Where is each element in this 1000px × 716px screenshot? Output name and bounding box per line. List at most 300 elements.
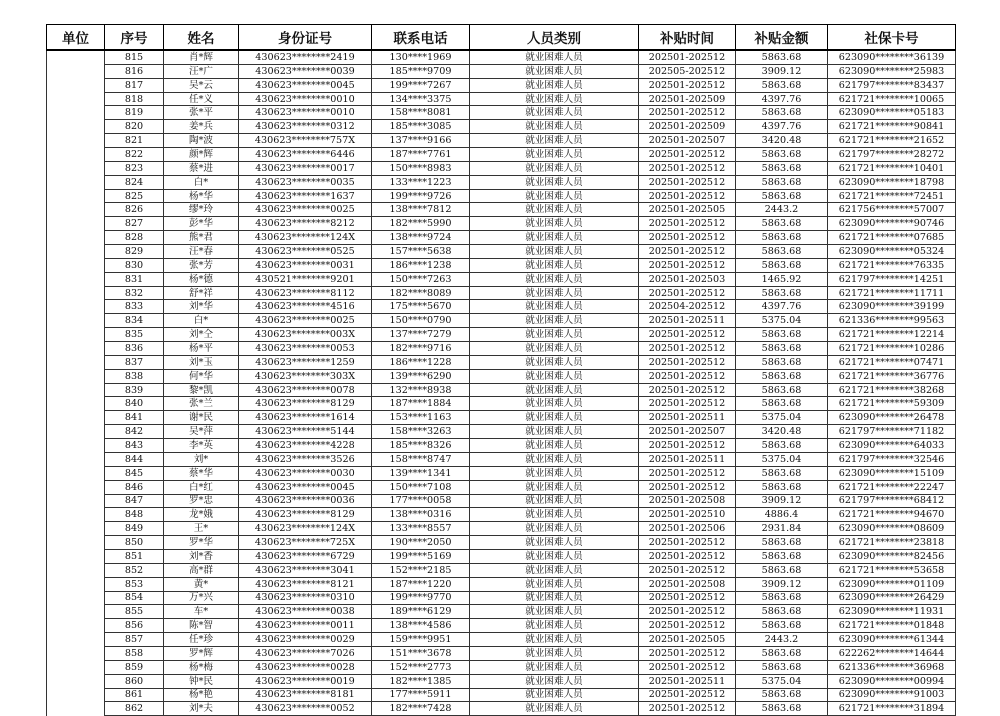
cell-name: 白* bbox=[164, 314, 239, 328]
cell-amount: 5863.68 bbox=[736, 660, 828, 674]
table-row bbox=[47, 577, 956, 591]
cell-seq: 860 bbox=[105, 674, 164, 688]
cell-type: 就业困难人员 bbox=[470, 425, 639, 439]
cell-type: 就业困难人员 bbox=[470, 522, 639, 536]
cell-phone: 132****8938 bbox=[372, 383, 470, 397]
cell-id: 430623********0010 bbox=[239, 106, 372, 120]
cell-phone: 186****1228 bbox=[372, 355, 470, 369]
cell-card: 621721********11711 bbox=[828, 286, 956, 300]
cell-phone: 137****7279 bbox=[372, 328, 470, 342]
cell-name: 王* bbox=[164, 522, 239, 536]
cell-time: 202501-202512 bbox=[639, 355, 736, 369]
cell-card: 621721********31894 bbox=[828, 702, 956, 716]
cell-amount: 3909.12 bbox=[736, 64, 828, 78]
cell-seq: 852 bbox=[105, 563, 164, 577]
cell-phone: 189****6129 bbox=[372, 605, 470, 619]
cell-name: 彭*华 bbox=[164, 217, 239, 231]
table-row bbox=[47, 50, 956, 64]
cell-unit bbox=[47, 231, 105, 245]
table-row bbox=[47, 563, 956, 577]
cell-name: 杨*梅 bbox=[164, 660, 239, 674]
cell-phone: 152****2773 bbox=[372, 660, 470, 674]
cell-id: 430623********725X bbox=[239, 536, 372, 550]
cell-name: 汪*春 bbox=[164, 245, 239, 259]
cell-unit bbox=[47, 272, 105, 286]
cell-card: 621336********99563 bbox=[828, 314, 956, 328]
table-row bbox=[47, 300, 956, 314]
cell-type: 就业困难人员 bbox=[470, 50, 639, 64]
cell-type: 就业困难人员 bbox=[470, 439, 639, 453]
cell-id: 430623********124X bbox=[239, 522, 372, 536]
cell-seq: 853 bbox=[105, 577, 164, 591]
cell-card: 621721********36776 bbox=[828, 369, 956, 383]
cell-time: 202501-202503 bbox=[639, 272, 736, 286]
cell-card: 623090********91003 bbox=[828, 688, 956, 702]
cell-unit bbox=[47, 314, 105, 328]
table-row bbox=[47, 425, 956, 439]
cell-phone: 150****0790 bbox=[372, 314, 470, 328]
cell-unit bbox=[47, 50, 105, 64]
cell-unit bbox=[47, 591, 105, 605]
cell-type: 就业困难人员 bbox=[470, 300, 639, 314]
cell-card: 623090********15109 bbox=[828, 466, 956, 480]
table-row bbox=[47, 175, 956, 189]
cell-amount: 5863.68 bbox=[736, 342, 828, 356]
cell-time: 202501-202512 bbox=[639, 245, 736, 259]
cell-id: 430623********6446 bbox=[239, 148, 372, 162]
cell-amount: 2931.84 bbox=[736, 522, 828, 536]
cell-time: 202501-202507 bbox=[639, 134, 736, 148]
cell-id: 430623********4516 bbox=[239, 300, 372, 314]
cell-seq: 839 bbox=[105, 383, 164, 397]
cell-seq: 858 bbox=[105, 646, 164, 660]
cell-seq: 828 bbox=[105, 231, 164, 245]
cell-name: 汪*广 bbox=[164, 64, 239, 78]
cell-amount: 5863.68 bbox=[736, 245, 828, 259]
cell-unit bbox=[47, 286, 105, 300]
table-row bbox=[47, 536, 956, 550]
table-row bbox=[47, 161, 956, 175]
cell-card: 621721********10065 bbox=[828, 92, 956, 106]
cell-id: 430623********0078 bbox=[239, 383, 372, 397]
cell-amount: 5863.68 bbox=[736, 231, 828, 245]
cell-name: 谢*民 bbox=[164, 411, 239, 425]
table-row bbox=[47, 480, 956, 494]
cell-amount: 3420.48 bbox=[736, 425, 828, 439]
cell-seq: 845 bbox=[105, 466, 164, 480]
cell-seq: 856 bbox=[105, 619, 164, 633]
cell-time: 202501-202512 bbox=[639, 702, 736, 716]
cell-time: 202501-202512 bbox=[639, 466, 736, 480]
cell-seq: 829 bbox=[105, 245, 164, 259]
cell-unit bbox=[47, 508, 105, 522]
cell-seq: 846 bbox=[105, 480, 164, 494]
table-row bbox=[47, 369, 956, 383]
cell-id: 430623********0052 bbox=[239, 702, 372, 716]
cell-card: 623090********61344 bbox=[828, 633, 956, 647]
cell-type: 就业困难人员 bbox=[470, 688, 639, 702]
table-row bbox=[47, 92, 956, 106]
cell-unit bbox=[47, 563, 105, 577]
cell-id: 430623********0011 bbox=[239, 619, 372, 633]
cell-unit bbox=[47, 494, 105, 508]
table-row bbox=[47, 452, 956, 466]
cell-seq: 850 bbox=[105, 536, 164, 550]
cell-time: 202501-202512 bbox=[639, 549, 736, 563]
cell-name: 吴*萍 bbox=[164, 425, 239, 439]
cell-unit bbox=[47, 411, 105, 425]
cell-type: 就业困难人员 bbox=[470, 203, 639, 217]
cell-phone: 185****8326 bbox=[372, 439, 470, 453]
cell-time: 202501-202512 bbox=[639, 189, 736, 203]
cell-type: 就业困难人员 bbox=[470, 508, 639, 522]
cell-id: 430623********0045 bbox=[239, 78, 372, 92]
cell-amount: 5863.68 bbox=[736, 702, 828, 716]
cell-id: 430623********3041 bbox=[239, 563, 372, 577]
cell-name: 李*英 bbox=[164, 439, 239, 453]
cell-amount: 3420.48 bbox=[736, 134, 828, 148]
cell-seq: 837 bbox=[105, 355, 164, 369]
cell-phone: 152****2185 bbox=[372, 563, 470, 577]
cell-card: 621756********57007 bbox=[828, 203, 956, 217]
cell-name: 罗*辉 bbox=[164, 646, 239, 660]
cell-id: 430623********3526 bbox=[239, 452, 372, 466]
cell-amount: 5863.68 bbox=[736, 106, 828, 120]
cell-type: 就业困难人员 bbox=[470, 189, 639, 203]
cell-unit bbox=[47, 646, 105, 660]
cell-phone: 137****9166 bbox=[372, 134, 470, 148]
cell-phone: 186****1238 bbox=[372, 258, 470, 272]
cell-amount: 5863.68 bbox=[736, 161, 828, 175]
cell-phone: 153****1163 bbox=[372, 411, 470, 425]
table-row bbox=[47, 314, 956, 328]
cell-time: 202501-202509 bbox=[639, 120, 736, 134]
cell-time: 202501-202511 bbox=[639, 314, 736, 328]
cell-phone: 185****3085 bbox=[372, 120, 470, 134]
cell-unit bbox=[47, 466, 105, 480]
cell-card: 623090********39199 bbox=[828, 300, 956, 314]
cell-phone: 199****9726 bbox=[372, 189, 470, 203]
cell-unit bbox=[47, 300, 105, 314]
table-row bbox=[47, 106, 956, 120]
cell-amount: 5863.68 bbox=[736, 328, 828, 342]
cell-name: 张*芳 bbox=[164, 258, 239, 272]
cell-name: 熊*君 bbox=[164, 231, 239, 245]
cell-time: 202501-202512 bbox=[639, 106, 736, 120]
cell-unit bbox=[47, 355, 105, 369]
cell-name: 黎*凯 bbox=[164, 383, 239, 397]
cell-seq: 835 bbox=[105, 328, 164, 342]
cell-id: 430623********0038 bbox=[239, 605, 372, 619]
cell-id: 430623********0045 bbox=[239, 480, 372, 494]
cell-amount: 5375.04 bbox=[736, 314, 828, 328]
cell-unit bbox=[47, 702, 105, 716]
cell-phone: 182****8089 bbox=[372, 286, 470, 300]
cell-card: 621721********12214 bbox=[828, 328, 956, 342]
cell-name: 任*义 bbox=[164, 92, 239, 106]
cell-id: 430623********8212 bbox=[239, 217, 372, 231]
cell-card: 621721********07685 bbox=[828, 231, 956, 245]
cell-unit bbox=[47, 480, 105, 494]
cell-time: 202501-202506 bbox=[639, 522, 736, 536]
cell-id: 430623********8121 bbox=[239, 577, 372, 591]
cell-type: 就业困难人员 bbox=[470, 342, 639, 356]
cell-seq: 830 bbox=[105, 258, 164, 272]
cell-type: 就业困难人员 bbox=[470, 161, 639, 175]
cell-id: 430623********0039 bbox=[239, 64, 372, 78]
cell-id: 430623********0025 bbox=[239, 203, 372, 217]
cell-type: 就业困难人员 bbox=[470, 175, 639, 189]
cell-name: 白* bbox=[164, 175, 239, 189]
cell-phone: 150****7108 bbox=[372, 480, 470, 494]
cell-time: 202501-202512 bbox=[639, 161, 736, 175]
cell-time: 202504-202512 bbox=[639, 300, 736, 314]
cell-id: 430623********5144 bbox=[239, 425, 372, 439]
header-name: 姓名 bbox=[164, 25, 239, 51]
cell-type: 就业困难人员 bbox=[470, 64, 639, 78]
cell-name: 何*华 bbox=[164, 369, 239, 383]
cell-seq: 847 bbox=[105, 494, 164, 508]
cell-time: 202501-202512 bbox=[639, 383, 736, 397]
cell-unit bbox=[47, 64, 105, 78]
cell-amount: 5863.68 bbox=[736, 549, 828, 563]
cell-type: 就业困难人员 bbox=[470, 494, 639, 508]
cell-card: 621797********71182 bbox=[828, 425, 956, 439]
cell-amount: 5863.68 bbox=[736, 78, 828, 92]
cell-id: 430623********0025 bbox=[239, 314, 372, 328]
cell-type: 就业困难人员 bbox=[470, 272, 639, 286]
cell-phone: 175****5670 bbox=[372, 300, 470, 314]
cell-phone: 182****7428 bbox=[372, 702, 470, 716]
cell-phone: 199****5169 bbox=[372, 549, 470, 563]
table-row bbox=[47, 189, 956, 203]
cell-card: 623090********05324 bbox=[828, 245, 956, 259]
cell-seq: 838 bbox=[105, 369, 164, 383]
cell-type: 就业困难人员 bbox=[470, 383, 639, 397]
cell-phone: 199****7267 bbox=[372, 78, 470, 92]
cell-seq: 834 bbox=[105, 314, 164, 328]
cell-seq: 841 bbox=[105, 411, 164, 425]
table-row bbox=[47, 272, 956, 286]
cell-seq: 840 bbox=[105, 397, 164, 411]
cell-seq: 818 bbox=[105, 92, 164, 106]
table-row bbox=[47, 120, 956, 134]
cell-name: 颜*辉 bbox=[164, 148, 239, 162]
cell-amount: 4886.4 bbox=[736, 508, 828, 522]
cell-phone: 190****2050 bbox=[372, 536, 470, 550]
cell-name: 白*红 bbox=[164, 480, 239, 494]
cell-phone: 134****3375 bbox=[372, 92, 470, 106]
cell-card: 621797********83437 bbox=[828, 78, 956, 92]
cell-amount: 3909.12 bbox=[736, 494, 828, 508]
cell-time: 202501-202508 bbox=[639, 494, 736, 508]
cell-amount: 4397.76 bbox=[736, 92, 828, 106]
cell-type: 就业困难人员 bbox=[470, 563, 639, 577]
cell-type: 就业困难人员 bbox=[470, 702, 639, 716]
cell-seq: 836 bbox=[105, 342, 164, 356]
cell-amount: 5863.68 bbox=[736, 189, 828, 203]
cell-name: 陈*智 bbox=[164, 619, 239, 633]
cell-card: 623090********64033 bbox=[828, 439, 956, 453]
cell-type: 就业困难人员 bbox=[470, 369, 639, 383]
cell-amount: 5863.68 bbox=[736, 619, 828, 633]
cell-time: 202501-202512 bbox=[639, 563, 736, 577]
cell-time: 202501-202511 bbox=[639, 411, 736, 425]
cell-unit bbox=[47, 134, 105, 148]
cell-phone: 151****3678 bbox=[372, 646, 470, 660]
cell-amount: 5863.68 bbox=[736, 536, 828, 550]
cell-card: 623090********82456 bbox=[828, 549, 956, 563]
cell-unit bbox=[47, 522, 105, 536]
cell-type: 就业困难人员 bbox=[470, 106, 639, 120]
cell-name: 张*平 bbox=[164, 106, 239, 120]
cell-seq: 820 bbox=[105, 120, 164, 134]
cell-unit bbox=[47, 383, 105, 397]
cell-type: 就业困难人员 bbox=[470, 605, 639, 619]
cell-time: 202501-202512 bbox=[639, 369, 736, 383]
table-row bbox=[47, 411, 956, 425]
cell-seq: 816 bbox=[105, 64, 164, 78]
cell-name: 龙*娥 bbox=[164, 508, 239, 522]
table-row bbox=[47, 633, 956, 647]
cell-phone: 133****1223 bbox=[372, 175, 470, 189]
cell-unit bbox=[47, 452, 105, 466]
cell-card: 621797********28272 bbox=[828, 148, 956, 162]
cell-amount: 5863.68 bbox=[736, 383, 828, 397]
cell-card: 621721********07471 bbox=[828, 355, 956, 369]
cell-amount: 5863.68 bbox=[736, 563, 828, 577]
cell-unit bbox=[47, 328, 105, 342]
cell-time: 202501-202505 bbox=[639, 203, 736, 217]
table-row bbox=[47, 605, 956, 619]
cell-phone: 199****9770 bbox=[372, 591, 470, 605]
cell-id: 430623********8129 bbox=[239, 508, 372, 522]
header-id: 身份证号 bbox=[239, 25, 372, 51]
cell-phone: 159****9951 bbox=[372, 633, 470, 647]
cell-unit bbox=[47, 660, 105, 674]
cell-unit bbox=[47, 619, 105, 633]
cell-type: 就业困难人员 bbox=[470, 217, 639, 231]
table-row bbox=[47, 674, 956, 688]
cell-seq: 821 bbox=[105, 134, 164, 148]
cell-card: 623090********11931 bbox=[828, 605, 956, 619]
cell-type: 就业困难人员 bbox=[470, 466, 639, 480]
cell-unit bbox=[47, 439, 105, 453]
cell-seq: 842 bbox=[105, 425, 164, 439]
cell-phone: 130****1969 bbox=[372, 50, 470, 64]
cell-phone: 187****1884 bbox=[372, 397, 470, 411]
cell-amount: 2443.2 bbox=[736, 203, 828, 217]
cell-unit bbox=[47, 536, 105, 550]
cell-type: 就业困难人员 bbox=[470, 411, 639, 425]
cell-id: 430623********0312 bbox=[239, 120, 372, 134]
cell-name: 刘*香 bbox=[164, 549, 239, 563]
cell-time: 202501-202512 bbox=[639, 605, 736, 619]
cell-type: 就业困难人员 bbox=[470, 78, 639, 92]
header-card: 社保卡号 bbox=[828, 25, 956, 51]
header-type: 人员类别 bbox=[470, 25, 639, 51]
cell-card: 621721********01848 bbox=[828, 619, 956, 633]
cell-time: 202501-202512 bbox=[639, 397, 736, 411]
cell-time: 202501-202512 bbox=[639, 660, 736, 674]
cell-amount: 5863.68 bbox=[736, 480, 828, 494]
cell-phone: 139****6290 bbox=[372, 369, 470, 383]
cell-card: 622262********14644 bbox=[828, 646, 956, 660]
cell-phone: 177****5911 bbox=[372, 688, 470, 702]
cell-unit bbox=[47, 161, 105, 175]
cell-name: 高*群 bbox=[164, 563, 239, 577]
cell-unit bbox=[47, 342, 105, 356]
cell-card: 623090********26478 bbox=[828, 411, 956, 425]
cell-name: 蔡*进 bbox=[164, 161, 239, 175]
table-row bbox=[47, 549, 956, 563]
table-body bbox=[47, 50, 956, 716]
cell-phone: 185****9709 bbox=[372, 64, 470, 78]
cell-time: 202501-202508 bbox=[639, 577, 736, 591]
cell-time: 202501-202512 bbox=[639, 646, 736, 660]
cell-unit bbox=[47, 92, 105, 106]
table-row bbox=[47, 688, 956, 702]
cell-id: 430623********303X bbox=[239, 369, 372, 383]
cell-phone: 182****1385 bbox=[372, 674, 470, 688]
cell-id: 430521********9201 bbox=[239, 272, 372, 286]
cell-name: 杨*德 bbox=[164, 272, 239, 286]
table-row bbox=[47, 64, 956, 78]
cell-card: 623090********00994 bbox=[828, 674, 956, 688]
cell-id: 430623********0029 bbox=[239, 633, 372, 647]
cell-card: 621721********90841 bbox=[828, 120, 956, 134]
cell-name: 杨*平 bbox=[164, 342, 239, 356]
cell-seq: 817 bbox=[105, 78, 164, 92]
cell-name: 钟*民 bbox=[164, 674, 239, 688]
cell-name: 刘*玉 bbox=[164, 355, 239, 369]
table-row bbox=[47, 217, 956, 231]
table-row bbox=[47, 619, 956, 633]
cell-card: 621721********22247 bbox=[828, 480, 956, 494]
cell-seq: 819 bbox=[105, 106, 164, 120]
cell-amount: 5863.68 bbox=[736, 688, 828, 702]
cell-unit bbox=[47, 674, 105, 688]
cell-seq: 822 bbox=[105, 148, 164, 162]
cell-name: 杨*艳 bbox=[164, 688, 239, 702]
cell-time: 202501-202512 bbox=[639, 439, 736, 453]
cell-type: 就业困难人员 bbox=[470, 480, 639, 494]
table-row bbox=[47, 355, 956, 369]
cell-phone: 177****0058 bbox=[372, 494, 470, 508]
cell-unit bbox=[47, 175, 105, 189]
cell-unit bbox=[47, 369, 105, 383]
cell-id: 430623********8129 bbox=[239, 397, 372, 411]
cell-amount: 5863.68 bbox=[736, 397, 828, 411]
cell-type: 就业困难人员 bbox=[470, 577, 639, 591]
cell-type: 就业困难人员 bbox=[470, 397, 639, 411]
header-row bbox=[47, 25, 956, 51]
table-row bbox=[47, 646, 956, 660]
cell-time: 202501-202510 bbox=[639, 508, 736, 522]
cell-amount: 5863.68 bbox=[736, 217, 828, 231]
table-row bbox=[47, 134, 956, 148]
table-row bbox=[47, 286, 956, 300]
cell-name: 肖*辉 bbox=[164, 50, 239, 64]
cell-seq: 843 bbox=[105, 439, 164, 453]
header-phone: 联系电话 bbox=[372, 25, 470, 51]
cell-phone: 158****8081 bbox=[372, 106, 470, 120]
header-seq: 序号 bbox=[105, 25, 164, 51]
cell-time: 202501-202509 bbox=[639, 92, 736, 106]
cell-type: 就业困难人员 bbox=[470, 92, 639, 106]
cell-time: 202501-202512 bbox=[639, 591, 736, 605]
cell-name: 陶*波 bbox=[164, 134, 239, 148]
